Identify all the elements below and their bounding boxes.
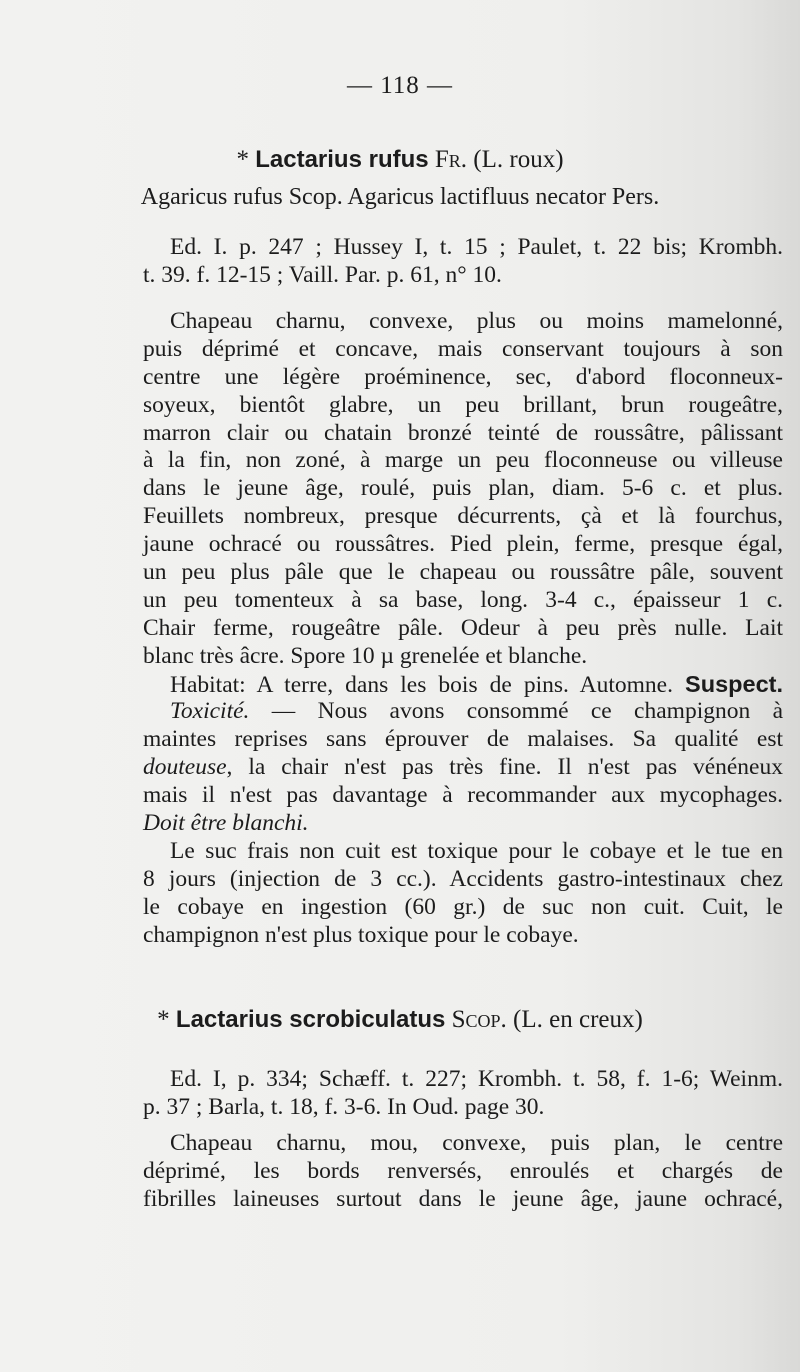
reference-line: t. 39. f. 12-15 ; Vaill. Par. p. 61, n° 10. xyxy=(143,261,502,288)
description-line: marron clair ou chatain bronzé teinté de roussâtre, pâlissant xyxy=(143,419,783,446)
page-number: — 118 — xyxy=(346,72,454,99)
common-name: (L. roux) xyxy=(473,146,564,173)
species-author: Scop. xyxy=(451,1006,507,1033)
habitat-label: Habitat xyxy=(170,671,240,698)
toxicity-line xyxy=(143,698,783,726)
species-author: Fr. xyxy=(434,146,468,173)
habitat-text: : A terre, dans les bois de pins. Automne. xyxy=(239,671,673,698)
references-block xyxy=(143,1066,783,1122)
description-line: Feuillets nombreux, presque décurrents, çà et là fourchus, xyxy=(143,503,783,530)
common-name: (L. en creux) xyxy=(513,1006,643,1033)
suc-line: 8 jours (injection de 3 cc.). Accidents gastro-intestinaux chez xyxy=(143,865,783,892)
asterisk-marker: * xyxy=(236,146,249,173)
species-title-lactarius-scrobiculatus xyxy=(0,1006,800,1034)
description-line: fibrilles laineuses surtout dans le jeune âge, jaune ochracé, xyxy=(143,1185,783,1212)
description-line: un peu plus pâle que le chapeau ou roussâtre pâle, souvent xyxy=(143,559,783,586)
toxicity-line xyxy=(143,754,783,782)
reference-line: p. 37 ; Barla, t. 18, f. 3-6. In Oud. page 30. xyxy=(143,1093,545,1120)
species-title-lactarius-rufus xyxy=(0,146,800,174)
toxicity-line: maintes reprises sans éprouver de malaises. Sa qualité est xyxy=(143,726,783,753)
description-line: Chapeau charnu, convexe, plus ou moins mamelonné, xyxy=(170,308,783,334)
description-line: dans le jeune âge, roulé, puis plan, diam. 5-6 c. et plus. xyxy=(143,475,783,502)
toxicity-line xyxy=(143,810,783,838)
description-line: à la fin, non zoné, à marge un peu floconneuse ou villeuse xyxy=(143,447,783,474)
reference-line: Ed. I. p. 247 ; Hussey I, t. 15 ; Paulet, t. 22 bis; Krombh. xyxy=(170,234,783,260)
description-line: jaune ochracé ou roussâtres. Pied plein, ferme, presque égal, xyxy=(143,531,783,558)
habitat-line xyxy=(143,671,783,699)
description-line: Chair ferme, rougeâtre pâle. Odeur à peu près nulle. Lait xyxy=(143,614,783,641)
species-name: Lactarius rufus xyxy=(255,146,429,173)
species-name: Lactarius scrobiculatus xyxy=(175,1006,446,1033)
description-line: un peu tomenteux à sa base, long. 3-4 c., épaisseur 1 c. xyxy=(143,586,783,613)
suc-line: champignon n'est plus toxique pour le cobaye. xyxy=(143,921,579,948)
description-block xyxy=(143,1130,783,1214)
toxicity-italic: douteuse xyxy=(143,754,227,781)
toxicity-line: mais il n'est pas davantage à recommander aux mycophages. xyxy=(143,782,783,809)
references-block xyxy=(143,234,783,290)
description-line: blanc très âcre. Spore 10 µ grenelée et blanche. xyxy=(143,642,588,669)
habitat-status: Suspect. xyxy=(685,670,783,697)
description-line: centre une légère proéminence, sec, d'abord floconneux- xyxy=(143,363,783,390)
toxicity-text: — Nous avons consommé ce champignon à xyxy=(249,698,783,725)
toxicity-italic: Doit être blanchi. xyxy=(143,810,309,837)
toxicity-text: , la chair n'est pas très fine. Il n'est pas vénéneux xyxy=(226,754,783,781)
suc-line: le cobaye en ingestion (60 gr.) de suc non cuit. Cuit, le xyxy=(143,893,783,920)
asterisk-marker: * xyxy=(157,1006,170,1033)
description-block xyxy=(143,308,783,949)
description-line: déprimé, les bords renversés, enroulés et chargés de xyxy=(143,1157,783,1184)
toxicity-label: Toxicité. xyxy=(170,698,250,725)
reference-line: Ed. I, p. 334; Schæff. t. 227; Krombh. t. 58, f. 1-6; Weinm. xyxy=(170,1066,783,1092)
description-line: puis déprimé et concave, mais conservant toujours à son xyxy=(143,335,783,362)
synonyms: Agaricus rufus Scop. Agaricus lactifluus necator Pers. xyxy=(140,184,660,210)
description-line: soyeux, bientôt glabre, un peu brillant, brun rougeâtre, xyxy=(143,391,783,418)
suc-line: Le suc frais non cuit est toxique pour le cobaye et le tue en xyxy=(170,837,783,864)
description-line: Chapeau charnu, mou, convexe, puis plan, le centre xyxy=(170,1130,783,1156)
